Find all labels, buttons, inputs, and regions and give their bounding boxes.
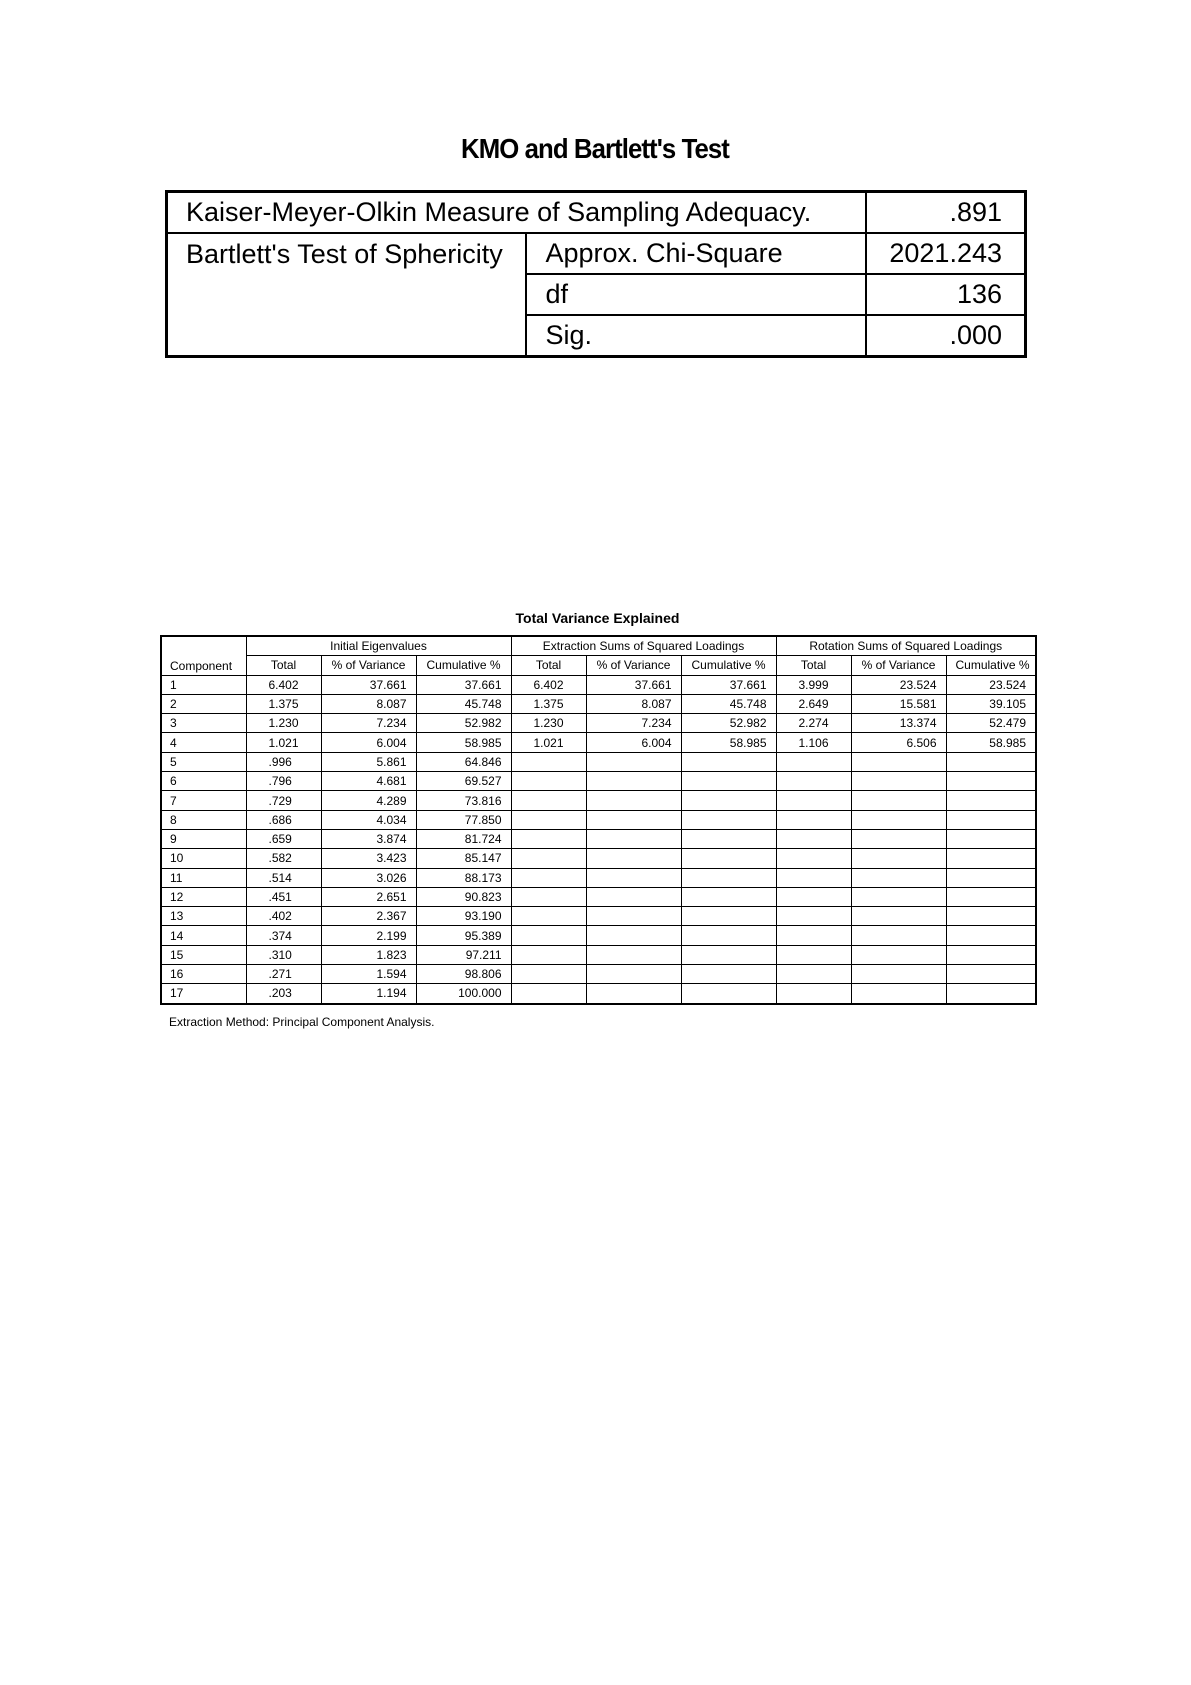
sub-header-cell: Total [511,656,586,675]
bartlett-stat-value: 136 [866,274,1026,315]
table-cell [511,810,586,829]
table-cell [946,984,1036,1004]
table-cell [851,907,946,926]
table-cell: 15.581 [851,694,946,713]
kmo-bartlett-table [165,190,1027,358]
table-cell: 64.846 [416,752,511,771]
table-row [161,926,1036,945]
table-cell: 52.982 [681,714,776,733]
component-number: 9 [161,829,246,848]
table-cell [681,868,776,887]
table-cell: 4.681 [321,772,416,791]
component-number: 5 [161,752,246,771]
table-cell: 52.479 [946,714,1036,733]
table-cell: 37.661 [586,675,681,694]
table-cell [586,868,681,887]
table-row [161,887,1036,906]
component-number: 2 [161,694,246,713]
table-cell [511,926,586,945]
component-number: 14 [161,926,246,945]
table-cell [586,907,681,926]
table-cell: 58.985 [946,733,1036,752]
table-cell [776,945,851,964]
table-cell: 8.087 [321,694,416,713]
component-number: 16 [161,965,246,984]
component-number: 4 [161,733,246,752]
table-cell [511,849,586,868]
table-cell: 97.211 [416,945,511,964]
table-cell [851,984,946,1004]
table-row [161,945,1036,964]
table-cell [776,849,851,868]
table-cell: 2.367 [321,907,416,926]
table-cell [511,907,586,926]
kmo-row [167,192,1026,234]
table-cell: 7.234 [321,714,416,733]
component-number: 10 [161,849,246,868]
table-cell: 37.661 [416,675,511,694]
table-cell [586,791,681,810]
table-cell [851,868,946,887]
table-cell [946,791,1036,810]
table-cell [586,772,681,791]
table-cell: 3.874 [321,829,416,848]
sub-header-cell: Total [776,656,851,675]
table-cell: 3.423 [321,849,416,868]
sub-header-cell: Cumulative % [681,656,776,675]
bartlett-stat-value: .000 [866,315,1026,357]
table-cell: 1.194 [321,984,416,1004]
table-cell [511,829,586,848]
table-cell [851,887,946,906]
kmo-table-title: KMO and Bartlett's Test [461,133,729,164]
table-cell: 1.021 [246,733,321,752]
table-cell [586,810,681,829]
table-cell: .374 [246,926,321,945]
table-cell [586,926,681,945]
sub-header-cell: Cumulative % [946,656,1036,675]
table-cell [586,945,681,964]
table-cell [681,887,776,906]
table-cell [776,907,851,926]
table-cell [681,810,776,829]
table-cell [946,868,1036,887]
table-row [161,965,1036,984]
table-cell [776,984,851,1004]
sub-header-row [161,656,1036,675]
component-number: 13 [161,907,246,926]
table-cell: .582 [246,849,321,868]
table-cell: 6.402 [246,675,321,694]
table-cell: 100.000 [416,984,511,1004]
kmo-label: Kaiser-Meyer-Olkin Measure of Sampling Adequacy. [167,192,866,234]
variance-table-title: Total Variance Explained [515,610,680,626]
table-cell: 58.985 [416,733,511,752]
kmo-value: .891 [866,192,1026,234]
table-row [161,714,1036,733]
sub-header-cell: % of Variance [321,656,416,675]
table-row [161,694,1036,713]
sub-header-cell: % of Variance [586,656,681,675]
component-number: 15 [161,945,246,964]
table-cell: .271 [246,965,321,984]
table-cell [681,752,776,771]
table-cell: 88.173 [416,868,511,887]
table-cell: 77.850 [416,810,511,829]
table-cell [681,907,776,926]
table-cell: 45.748 [416,694,511,713]
sub-header-cell: Cumulative % [416,656,511,675]
table-cell [511,772,586,791]
table-cell: 1.021 [511,733,586,752]
table-cell [946,926,1036,945]
total-variance-table [160,635,1037,1005]
table-row [161,772,1036,791]
table-cell: 23.524 [946,675,1036,694]
table-cell [511,868,586,887]
table-cell [946,752,1036,771]
table-cell: .996 [246,752,321,771]
table-cell [946,907,1036,926]
table-cell: 73.816 [416,791,511,810]
table-cell: 1.375 [511,694,586,713]
bartlett-label: Bartlett's Test of Sphericity [167,233,527,357]
table-cell [946,965,1036,984]
table-cell: .203 [246,984,321,1004]
table-cell [946,849,1036,868]
table-cell: .514 [246,868,321,887]
table-cell: 13.374 [851,714,946,733]
table-cell: 3.026 [321,868,416,887]
table-cell [946,945,1036,964]
table-cell: 2.651 [321,887,416,906]
table-cell [776,791,851,810]
table-cell: 1.823 [321,945,416,964]
table-cell [776,752,851,771]
table-cell [776,829,851,848]
table-cell [681,945,776,964]
table-row [161,791,1036,810]
table-cell: 23.524 [851,675,946,694]
sub-header-cell: % of Variance [851,656,946,675]
table-cell: 52.982 [416,714,511,733]
table-cell: .729 [246,791,321,810]
table-footnote: Extraction Method: Principal Component Analysis. [169,1015,435,1029]
table-cell [776,965,851,984]
component-number: 11 [161,868,246,887]
bartlett-stat-label: df [526,274,865,315]
table-cell [851,926,946,945]
table-cell [946,887,1036,906]
table-cell [776,926,851,945]
component-number: 7 [161,791,246,810]
table-cell: 37.661 [681,675,776,694]
table-cell: 6.506 [851,733,946,752]
table-cell [851,810,946,829]
table-cell: 2.199 [321,926,416,945]
table-cell [681,829,776,848]
table-cell: 4.034 [321,810,416,829]
group-header-extraction: Extraction Sums of Squared Loadings [511,636,776,656]
table-row [161,984,1036,1004]
table-cell: 5.861 [321,752,416,771]
table-cell: 1.594 [321,965,416,984]
table-cell [681,984,776,1004]
table-cell: 93.190 [416,907,511,926]
table-row [161,907,1036,926]
table-cell [851,752,946,771]
group-header-initial: Initial Eigenvalues [246,636,511,656]
table-row [161,868,1036,887]
table-cell: 85.147 [416,849,511,868]
table-cell [586,887,681,906]
table-cell [851,791,946,810]
table-cell: 98.806 [416,965,511,984]
table-cell: .310 [246,945,321,964]
table-cell: 1.230 [246,714,321,733]
table-cell [776,887,851,906]
component-number: 12 [161,887,246,906]
table-cell: 2.274 [776,714,851,733]
sub-header-cell: Total [246,656,321,675]
table-cell [511,984,586,1004]
table-cell [586,965,681,984]
table-cell [681,791,776,810]
bartlett-row-chi-square [167,233,1026,274]
table-cell [851,772,946,791]
table-cell [946,829,1036,848]
table-cell [586,829,681,848]
table-cell: 6.004 [321,733,416,752]
table-cell [851,945,946,964]
table-cell [776,868,851,887]
component-number: 3 [161,714,246,733]
table-cell: 6.402 [511,675,586,694]
table-cell [681,965,776,984]
bartlett-stat-label: Sig. [526,315,865,357]
table-cell: 6.004 [586,733,681,752]
table-cell [776,810,851,829]
table-cell [681,849,776,868]
table-cell [851,849,946,868]
table-cell: 37.661 [321,675,416,694]
table-cell: 7.234 [586,714,681,733]
table-row [161,675,1036,694]
component-number: 17 [161,984,246,1004]
component-number: 1 [161,675,246,694]
table-cell: 69.527 [416,772,511,791]
table-row [161,849,1036,868]
table-cell [776,772,851,791]
table-cell [511,945,586,964]
table-cell [511,965,586,984]
table-cell: 1.230 [511,714,586,733]
table-cell: 39.105 [946,694,1036,713]
table-cell: .402 [246,907,321,926]
table-cell: 90.823 [416,887,511,906]
table-row [161,810,1036,829]
table-cell [946,772,1036,791]
table-cell [586,849,681,868]
component-number: 6 [161,772,246,791]
table-cell: 2.649 [776,694,851,713]
table-cell: .686 [246,810,321,829]
table-cell [851,965,946,984]
table-cell: 1.106 [776,733,851,752]
table-cell: 3.999 [776,675,851,694]
table-row [161,752,1036,771]
group-header-row [161,636,1036,656]
table-cell [511,791,586,810]
table-cell [586,984,681,1004]
table-cell: .796 [246,772,321,791]
component-number: 8 [161,810,246,829]
table-row [161,829,1036,848]
table-cell: 4.289 [321,791,416,810]
table-cell: .659 [246,829,321,848]
bartlett-stat-label: Approx. Chi-Square [526,233,865,274]
table-cell: 8.087 [586,694,681,713]
table-cell [851,829,946,848]
table-cell [681,926,776,945]
table-cell [681,772,776,791]
table-cell [511,752,586,771]
table-row [161,733,1036,752]
group-header-rotation: Rotation Sums of Squared Loadings [776,636,1036,656]
table-cell: .451 [246,887,321,906]
table-cell: 95.389 [416,926,511,945]
table-cell: 58.985 [681,733,776,752]
component-header: Component [161,636,246,675]
table-cell: 81.724 [416,829,511,848]
table-cell: 1.375 [246,694,321,713]
table-cell [586,752,681,771]
table-cell: 45.748 [681,694,776,713]
bartlett-stat-value: 2021.243 [866,233,1026,274]
table-cell [511,887,586,906]
table-cell [946,810,1036,829]
variance-table-body [161,675,1036,1004]
